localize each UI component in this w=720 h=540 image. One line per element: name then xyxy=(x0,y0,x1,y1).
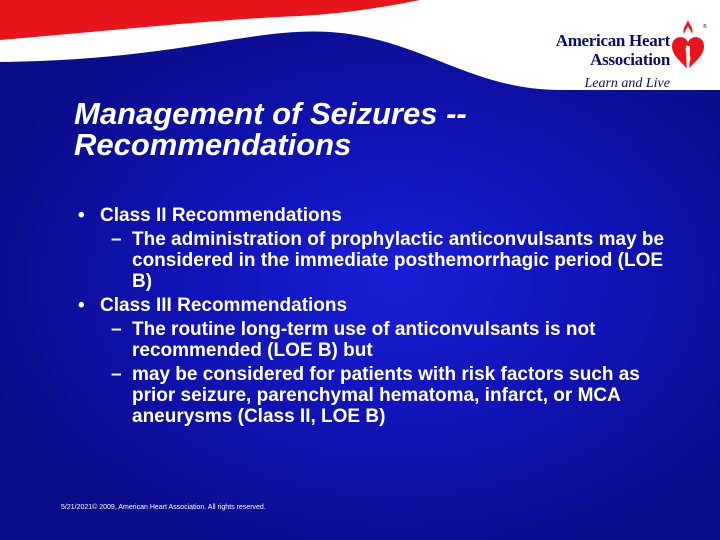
org-name-line2: Association xyxy=(590,50,670,69)
bullet-text: Class II Recommendations xyxy=(100,205,342,226)
org-name-line1: American Heart xyxy=(555,31,670,50)
sub-bullet-item xyxy=(78,229,678,292)
org-logo xyxy=(556,31,670,95)
slide-body xyxy=(78,205,678,430)
heart-torch-icon xyxy=(668,16,708,86)
sub-bullet-text: may be considered for patients with risk factors such as prior seizure, parenchymal hematoma, infarct, or MCA aneurysms (Class II, LOE B) xyxy=(132,364,640,427)
sub-bullet-text: The administration of prophylactic anticonvulsants may be considered in the immediate posthemorrhagic period (LOE B) xyxy=(132,229,665,292)
copyright-footer: 5/21/2021© 2009, American Heart Association. All rights reserved. xyxy=(61,504,266,511)
org-tagline: Learn and Live xyxy=(584,76,670,91)
sub-bullet-item xyxy=(78,319,678,361)
bullet-text: Class III Recommendations xyxy=(100,295,348,316)
sub-bullet-item xyxy=(78,364,678,427)
bullet-icon: • xyxy=(78,205,85,226)
bullet-item xyxy=(78,205,678,226)
bullet-icon: • xyxy=(78,295,85,316)
sub-bullet-text: The routine long-term use of anticonvulsants is not recommended (LOE B) but xyxy=(132,319,596,361)
slide-title-line2: Recommendations xyxy=(74,127,352,162)
dash-icon: – xyxy=(111,229,122,250)
dash-icon: – xyxy=(111,319,122,340)
slide-title-line1: Management of Seizures -- xyxy=(74,96,467,131)
dash-icon: – xyxy=(111,364,122,385)
bullet-item xyxy=(78,295,678,316)
registered-mark: ® xyxy=(703,24,707,30)
slide-title xyxy=(74,98,634,160)
